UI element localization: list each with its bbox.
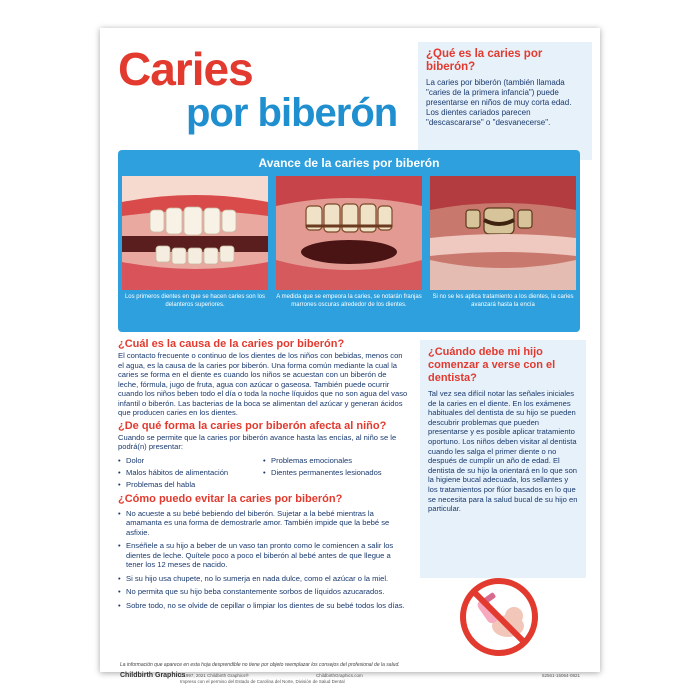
effect-item: • Malos hábitos de alimentación: [118, 467, 263, 479]
prevent-item: • No permita que su hijo beba constantemente sorbos de líquidos azucarados.: [118, 587, 408, 597]
cause-body: El contacto frecuente o continuo de los dientes de los niños con bebidas, menos con el agua, es la causa de la caries por biberón. Una forma común mediante la cual la caries se forma en el diente es cuando los niños se acuestan con un biberón de leche, fórmula, jugo de fruta, agua con azúcar o gaseosa. También puede ocurrir cuando los niños beben todo el día o toda la noche líquidos que no son agua del vaso infantil o biberón. Las bacterias de la boca se alimentan del azúcar y generan ácidos que producen caries en los dientes.: [118, 351, 408, 417]
caption-stage-1: Los primeros dientes en que se hacen caries son los delanteros superiores.: [124, 294, 266, 308]
title-por-biberon: por biberón: [186, 91, 398, 135]
childbirth-graphics-logo: Childbirth Graphics: [120, 672, 186, 679]
dentist-box: [420, 340, 586, 578]
caption-stage-3: Si no se les aplica tratamiento a los dientes, la caries avanzará hasta la encía: [432, 294, 574, 308]
prevent-item: • Enséñele a su hijo a beber de un vaso tan pronto como le comiencen a salir los dientes de leche. Quítele poco a poco el biberón al bebé antes de que llegue a tener los 12 meses de nacido.: [118, 541, 408, 570]
effects-intro: Cuando se permite que la caries por biberón avance hasta las encías, al niño se le podrá(n) presentar:: [118, 432, 397, 451]
effects-heading: ¿De qué forma la caries por biberón afecta al niño?: [118, 419, 387, 432]
teeth-photo-stage-2-illustration: [276, 176, 422, 290]
teeth-photo-stage-1-illustration: [122, 176, 268, 290]
prevent-list: [118, 509, 408, 611]
cause-heading: ¿Cuál es la causa de la caries por biberón?: [118, 338, 345, 350]
disclaimer: La información que aparece en esta hoja desprendible no tiene por objeto reemplazar los consejos del profesional de la salud.: [120, 662, 400, 668]
what-is-body: La caries por biberón (también llamada "caries de la primera infancia") puede presentarse en niños de muy corta edad. Los dientes cariados parecen "descascararse" o "desvanecerse".: [426, 78, 572, 127]
handout-sheet: [100, 28, 600, 684]
teeth-photo-stage-3-illustration: [430, 176, 576, 290]
product-code: 52561-15064-0821: [541, 673, 580, 678]
prevent-item: • Si su hijo usa chupete, no lo sumerja en nada dulce, como el azúcar o la miel.: [118, 574, 408, 584]
teeth-photo-stage-2: [276, 176, 422, 290]
effect-item: • Problemas del habla: [118, 479, 263, 491]
what-is-box: [418, 42, 592, 160]
copyright-line-1: ©1997, 2021 Childbirth Graphics®: [180, 673, 249, 678]
effect-item: • Dientes permanentes lesionados: [263, 467, 408, 479]
prevent-heading: ¿Cómo puedo evitar la caries por biberón?: [118, 492, 343, 505]
progress-heading: Avance de la caries por biberón: [258, 156, 440, 170]
caption-stage-2: A medida que se empeora la caries, se notarán franjas marrones oscuras alrededor de los dientes.: [276, 294, 422, 308]
what-is-heading: ¿Qué es la caries por biberón?: [426, 48, 543, 73]
effects-list: [118, 455, 408, 491]
copyright-line-2: Impreso con el permiso del Estado de Carolina del Norte, División de Salud Dental: [180, 678, 345, 684]
title-caries: Caries: [118, 43, 253, 95]
dentist-body: Tal vez sea difícil notar las señales iniciales de la caries en el diente. En los exámenes habituales del dentista de su hijo se pueden descubrir problemas que pueden presentarse y es posible aplicar tratamiento oportuno. Los niños deben visitar al dentista cuando les salga el primer diente o no después de cumplir un año de edad. El dentista de su hijo la orientará en lo que son la higiene bucal adecuada, los sellantes y los tratamientos por flúor basados en lo que se necesita para la salud bucal de su hijo en particular.: [428, 389, 578, 514]
progress-photo-panel: [118, 150, 580, 332]
website-link[interactable]: ChildbirthGraphics.com: [316, 673, 363, 678]
teeth-photo-stage-1: [122, 176, 268, 290]
prevent-item: • No acueste a su bebé bebiendo del biberón. Sujetar a la bebé mientras la amamanta es una forma de demostrarle amor. También impide que la bebé se asfixie.: [118, 509, 408, 538]
no-bottle-icon: [458, 576, 540, 658]
effect-item: • Problemas emocionales: [263, 455, 408, 467]
footer: [120, 672, 580, 688]
prevent-item: • Sobre todo, no se olvide de cepillar o limpiar los dientes de su bebé todos los días.: [118, 601, 408, 611]
teeth-photo-stage-3: [430, 176, 576, 290]
dentist-heading: ¿Cuándo debe mi hijo comenzar a verse con el dentista?: [428, 346, 556, 384]
main-column: [118, 336, 408, 614]
effect-item: • Dolor: [118, 455, 263, 467]
